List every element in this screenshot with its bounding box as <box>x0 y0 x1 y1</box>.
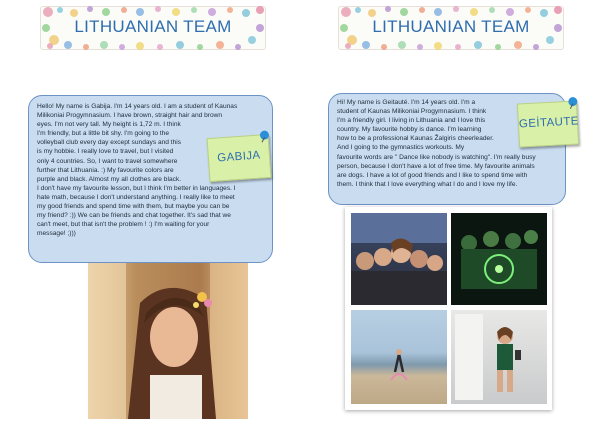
text-line: student of Kaunas Milikoniai Progymnasium. I think <box>337 108 487 116</box>
group-photo <box>351 213 447 305</box>
left-banner <box>40 6 266 50</box>
text-line: is my hobbie. I really love to travel, but I visited <box>37 148 174 156</box>
cheerleaders-image <box>451 213 547 305</box>
banner-title: LITHUANIAN TEAM <box>74 17 232 36</box>
portrait-image <box>88 263 248 419</box>
text-line: purple and black. Almost my all clothes are black. <box>37 175 182 183</box>
text-line: message! ;))) <box>37 230 76 238</box>
beach-photo <box>351 310 447 404</box>
text-line: them. I think that I love everything what I do and I love my life. <box>337 180 518 188</box>
text-line: Hi! My name is Geitauté. I'm 14 years old. I'm a <box>337 99 476 106</box>
text-line: volleyball club every day except sundays and this <box>37 139 182 147</box>
text-line: can't meet, but that isn't the problem ! :) I'm waiting for your <box>37 221 210 229</box>
text-line: eyes. I'm not very tall. My height is 1,72 m. I think <box>37 121 181 129</box>
text-line: person, because I don't have a lot of free time. My favourite animals <box>337 162 535 170</box>
text-line: Milikoniai Progymnasium. I have brown, straight hair and brown <box>37 112 223 120</box>
cheerleaders-photo <box>451 213 547 305</box>
text-line: I don't have my favourite lesson, but I think I'm better in languages. I <box>37 184 236 192</box>
text-line: how to be a professional Kaunas Žalgiris cheerleader. <box>337 135 494 143</box>
text-line: I'm friendly, but a little bit shy. I'm going to the <box>37 130 170 138</box>
mirror-selfie-image <box>451 310 547 404</box>
text-line: my friend? :)) We can be friends and chat together. It's sad that we <box>37 212 231 220</box>
group-selfie-image <box>351 213 447 305</box>
text-line: Hello! My name is Gabija. I'm 14 years old. I am a student of Kaunas <box>37 103 238 110</box>
text-line: my good friends and spend time with them, but maybe you can be <box>37 203 230 211</box>
geitaute-sticky-note <box>517 100 579 147</box>
photo-collage <box>345 207 552 410</box>
text-line: hate math, because I don't understand anything. I really like to meet <box>37 193 235 201</box>
text-line: are dogs. I have a lot of good friends and I like to spend time with <box>337 171 528 179</box>
text-line: I'm a friendly girl. I living in Lithuania and I love this <box>337 117 486 125</box>
name-label: GABIJA <box>216 149 261 165</box>
name-label: GEİTAUTE <box>518 115 580 131</box>
pushpin-icon <box>567 96 580 109</box>
gabija-sticky-note <box>207 134 272 182</box>
text-line: only 4 countries. So, I want to travel somewhere <box>37 157 178 165</box>
banner-title: LITHUANIAN TEAM <box>372 17 530 36</box>
text-line: further that Lithuania. :) My favourite colors are <box>37 166 174 174</box>
text-line: country. My favourite hobby is dance. I'm learning <box>337 126 482 134</box>
mirror-selfie-photo <box>451 310 547 404</box>
gabija-photo <box>88 263 248 419</box>
right-banner <box>338 6 564 50</box>
text-line: favourite words are " Dance like nobody is watching". I'm really busy <box>337 153 536 161</box>
beach-gymnast-image <box>351 310 447 404</box>
pushpin-icon <box>258 130 271 143</box>
text-line: And I going to the gymnastics workouts. My <box>337 144 465 152</box>
